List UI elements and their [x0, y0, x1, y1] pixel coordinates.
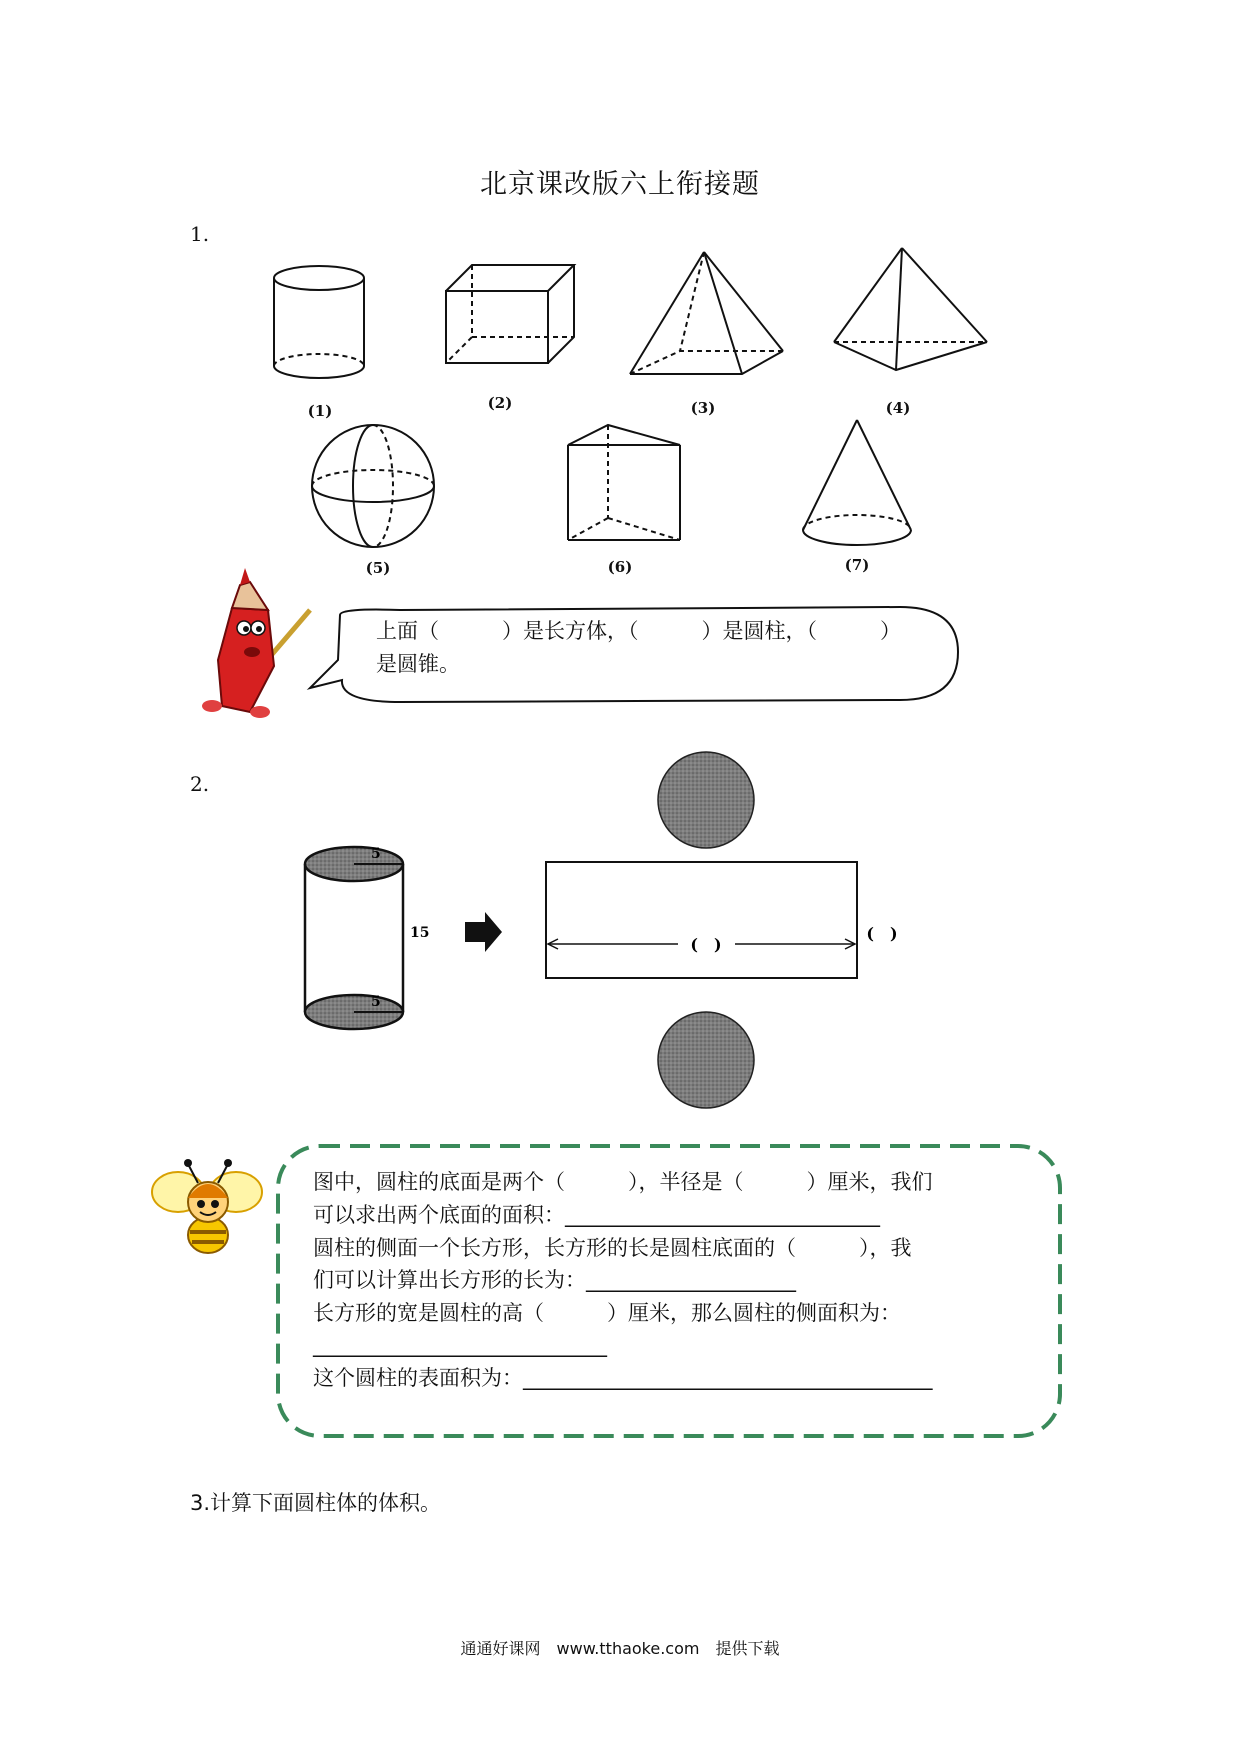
bottom-radius-label: 5 [371, 994, 381, 1010]
q2-line-5: 长方形的宽是圆柱的高（ ）厘米，那么圆柱的侧面积为： [313, 1301, 901, 1325]
figure-label-4: (4) [885, 399, 911, 417]
figure-label-2: (2) [487, 394, 513, 412]
cylinder-figure [274, 266, 364, 378]
bee-mascot-image [148, 1150, 268, 1260]
width-blank: ( ) [690, 935, 722, 954]
bubble-text-line-1: 上面（ ）是长方体，（ ）是圆柱，（ ） [376, 619, 901, 643]
question-2-number: 2. [190, 772, 210, 796]
net-bottom-circle [658, 1012, 754, 1108]
net-top-circle [658, 752, 754, 848]
figure-label-6: (6) [607, 558, 633, 576]
q2-net-figure [0, 740, 1240, 1120]
cuboid-figure [446, 265, 574, 363]
square-pyramid-figure [630, 252, 783, 374]
triangular-prism-figure [568, 425, 680, 540]
cone-figure [803, 420, 911, 545]
page-title: 北京课改版六上衔接题 [480, 169, 760, 200]
height-label: 15 [410, 925, 430, 941]
height-blank: ( ) [866, 924, 898, 943]
right-arrow-icon [465, 912, 502, 952]
q2-line-1: 图中，圆柱的底面是两个（ ），半径是（ ）厘米，我们 [313, 1170, 933, 1194]
figure-label-3: (3) [690, 399, 716, 417]
sphere-figure [312, 425, 434, 547]
q2-line-7: 这个圆柱的表面积为：_______________________________________ [313, 1366, 933, 1390]
page-footer: 通通好课网 www.tthaoke.com 提供下载 [460, 1639, 780, 1658]
q2-line-3: 圆柱的侧面一个长方形，长方形的长是圆柱底面的（ ），我 [313, 1236, 912, 1260]
question-1-number: 1. [190, 222, 210, 246]
question-3-text: 3.计算下面圆柱体的体积。 [190, 1491, 442, 1515]
top-radius-label: 5 [371, 846, 381, 862]
net-lateral-rectangle [546, 862, 857, 978]
figure-label-1: (1) [307, 402, 333, 420]
cylinder-with-dimensions [305, 847, 403, 1029]
q2-line-2: 可以求出两个底面的面积：______________________________ [313, 1203, 880, 1227]
q2-line-4: 们可以计算出长方形的长为：____________________ [313, 1268, 796, 1292]
bubble-text-line-2: 是圆锥。 [376, 652, 460, 676]
q2-line-6: ____________________________ [313, 1333, 607, 1357]
triangular-pyramid-figure [834, 248, 987, 370]
figure-label-5: (5) [365, 559, 391, 577]
pencil-mascot-image [202, 568, 310, 718]
figure-label-7: (7) [844, 556, 870, 574]
